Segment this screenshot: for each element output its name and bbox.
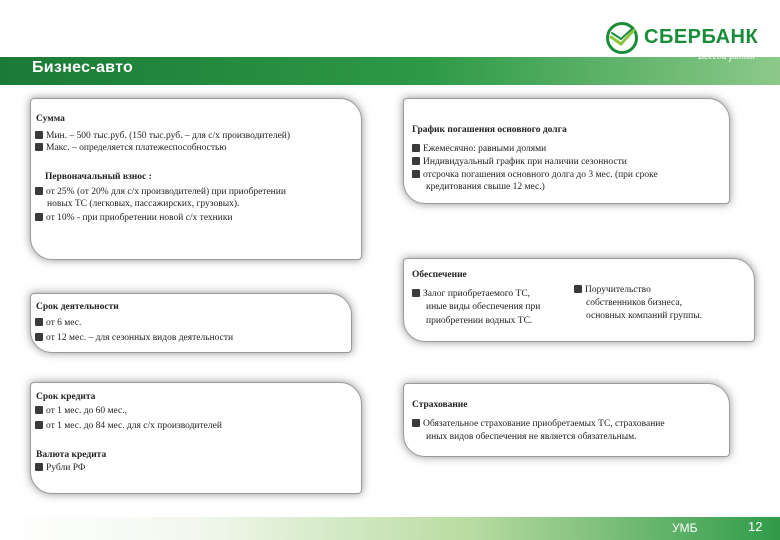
initial-payment-agri-line: от 10% - при приобретении новой с/х техники xyxy=(35,212,233,224)
checkbox-bullet-icon xyxy=(412,289,420,297)
repayment-line-individual: Индивидуальный график при наличии сезонности xyxy=(412,156,627,168)
repayment-line-deferral: отсрочка погашения основного долга до 3 мес. (при сроке xyxy=(412,169,658,181)
credit-term-line: от 1 мес. до 60 мес., xyxy=(35,405,127,417)
footer-label: УМБ xyxy=(672,521,698,535)
business-age-seasonal-line: от 12 мес. – для сезонных видов деятельности xyxy=(35,332,233,344)
collateral-left-line: Залог приобретаемого ТС, xyxy=(412,288,530,300)
insurance-line: Обязательное страхование приобретаемых ТС, страхование xyxy=(412,418,665,430)
currency-line: Рубли РФ xyxy=(35,462,85,474)
sberbank-emblem-icon xyxy=(606,22,638,54)
amount-min-line: Мин. – 500 тыс.руб. (150 тыс.руб. – для с/х производителей) xyxy=(35,130,290,142)
checkbox-bullet-icon xyxy=(412,157,420,165)
logo-slogan: Всегда рядом xyxy=(698,51,755,62)
amount-card xyxy=(30,98,362,260)
footer-band xyxy=(0,517,780,540)
business-age-line: от 6 мес. xyxy=(35,317,81,329)
credit-term-card xyxy=(30,382,362,494)
checkbox-bullet-icon xyxy=(35,187,43,195)
collateral-left-line-3: приобретении водных ТС. xyxy=(426,316,533,326)
repayment-heading: График погашения основного долга xyxy=(412,125,567,135)
credit-term-heading: Срок кредита xyxy=(36,392,96,402)
business-age-card xyxy=(30,293,352,353)
repayment-line-deferral-cont: кредитования свыше 12 мес.) xyxy=(426,182,545,192)
checkbox-bullet-icon xyxy=(35,463,43,471)
insurance-heading: Страхование xyxy=(412,400,468,410)
collateral-right-line-3: основных компаний группы. xyxy=(586,311,702,321)
checkbox-bullet-icon xyxy=(412,144,420,152)
initial-payment-heading: Первоначальный взнос : xyxy=(45,172,152,182)
insurance-line-cont: иных видов обеспечения не является обязательным. xyxy=(426,432,637,442)
currency-heading: Валюта кредита xyxy=(36,450,107,460)
amount-heading: Сумма xyxy=(36,114,65,124)
page-number: 12 xyxy=(748,519,763,534)
collateral-right-line-2: собственников бизнеса, xyxy=(586,298,682,308)
checkbox-bullet-icon xyxy=(35,143,43,151)
insurance-card xyxy=(403,383,730,457)
collateral-card xyxy=(403,258,755,342)
checkbox-bullet-icon xyxy=(35,318,43,326)
repayment-schedule-card xyxy=(403,98,730,204)
collateral-right-line: Поручительство xyxy=(574,284,651,296)
checkbox-bullet-icon xyxy=(574,285,582,293)
checkbox-bullet-icon xyxy=(412,170,420,178)
initial-payment-line-cont: новых ТС (легковых, пассажирских, грузовых). xyxy=(47,199,240,209)
repayment-line-monthly: Ежемесячно: равными долями xyxy=(412,143,546,155)
checkbox-bullet-icon xyxy=(35,421,43,429)
credit-term-agri-line: от 1 мес. до 84 мес. для с/х производителей xyxy=(35,420,222,432)
checkbox-bullet-icon xyxy=(35,406,43,414)
amount-max-line: Макс. – определяется платежеспособностью xyxy=(35,142,226,154)
business-age-heading: Срок деятельности xyxy=(36,302,119,312)
initial-payment-line: от 25% (от 20% для с/х производителей) при приобретении xyxy=(35,186,286,198)
logo-brand-text: СБЕРБАНК xyxy=(644,26,759,48)
collateral-heading: Обеспечение xyxy=(412,270,467,280)
checkbox-bullet-icon xyxy=(35,333,43,341)
checkbox-bullet-icon xyxy=(412,419,420,427)
checkbox-bullet-icon xyxy=(35,131,43,139)
checkbox-bullet-icon xyxy=(35,213,43,221)
collateral-left-line-2: иные виды обеспечения при xyxy=(426,302,541,312)
page-title: Бизнес-авто xyxy=(32,59,134,76)
